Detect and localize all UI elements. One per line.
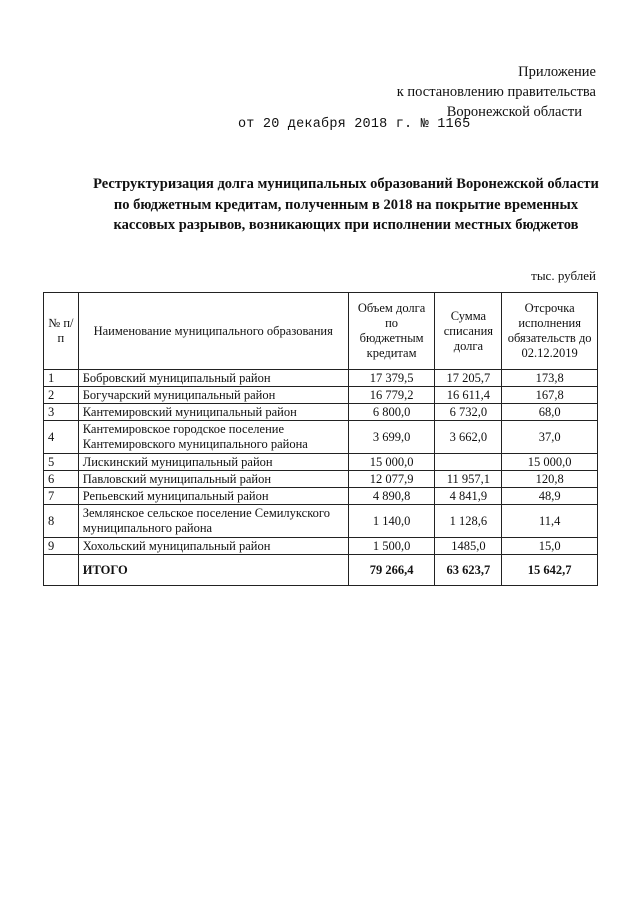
writeoff-value bbox=[435, 454, 502, 471]
row-number: 9 bbox=[44, 538, 79, 555]
table-row bbox=[44, 421, 598, 454]
total-row-number bbox=[44, 555, 79, 586]
writeoff-value: 11 957,1 bbox=[435, 471, 502, 488]
deferral-value: 68,0 bbox=[502, 404, 598, 421]
writeoff-value: 4 841,9 bbox=[435, 488, 502, 505]
debt-value: 1 500,0 bbox=[348, 538, 435, 555]
debt-value: 6 800,0 bbox=[348, 404, 435, 421]
column-header-number: № п/п bbox=[44, 293, 79, 370]
debt-value: 12 077,9 bbox=[348, 471, 435, 488]
table-row bbox=[44, 370, 598, 387]
table-header-row bbox=[44, 293, 598, 370]
debt-value: 3 699,0 bbox=[348, 421, 435, 454]
debt-value: 15 000,0 bbox=[348, 454, 435, 471]
table-row bbox=[44, 538, 598, 555]
deferral-value: 15,0 bbox=[502, 538, 598, 555]
decree-date-number: от 20 декабря 2018 г. № 1165 bbox=[238, 117, 471, 132]
table-row bbox=[44, 488, 598, 505]
row-number: 3 bbox=[44, 404, 79, 421]
writeoff-value: 3 662,0 bbox=[435, 421, 502, 454]
row-number: 4 bbox=[44, 421, 79, 454]
appendix-block bbox=[397, 62, 596, 122]
debt-value: 17 379,5 bbox=[348, 370, 435, 387]
total-debt-value: 79 266,4 bbox=[348, 555, 435, 586]
municipality-name: Репьевский муниципальный район bbox=[78, 488, 348, 505]
writeoff-value: 1485,0 bbox=[435, 538, 502, 555]
debt-value: 4 890,8 bbox=[348, 488, 435, 505]
municipality-name: Кантемировский муниципальный район bbox=[78, 404, 348, 421]
total-writeoff-value: 63 623,7 bbox=[435, 555, 502, 586]
municipality-name: Кантемировское городское поселение Кантемировского муниципального района bbox=[78, 421, 348, 454]
writeoff-value: 1 128,6 bbox=[435, 505, 502, 538]
municipality-name: Хохольский муниципальный район bbox=[78, 538, 348, 555]
row-number: 2 bbox=[44, 387, 79, 404]
deferral-value: 11,4 bbox=[502, 505, 598, 538]
table-row bbox=[44, 387, 598, 404]
row-number: 8 bbox=[44, 505, 79, 538]
debt-value: 1 140,0 bbox=[348, 505, 435, 538]
column-header-writeoff: Сумма списания долга bbox=[435, 293, 502, 370]
table-row bbox=[44, 404, 598, 421]
table-row bbox=[44, 471, 598, 488]
total-deferral-value: 15 642,7 bbox=[502, 555, 598, 586]
deferral-value: 173,8 bbox=[502, 370, 598, 387]
deferral-value: 15 000,0 bbox=[502, 454, 598, 471]
deferral-value: 120,8 bbox=[502, 471, 598, 488]
table-row bbox=[44, 454, 598, 471]
total-label: ИТОГО bbox=[78, 555, 348, 586]
column-header-deferral: Отсрочка исполнения обязательств до 02.12.2019 bbox=[502, 293, 598, 370]
municipality-name: Лискинский муниципальный район bbox=[78, 454, 348, 471]
row-number: 1 bbox=[44, 370, 79, 387]
municipality-name: Богучарский муниципальный район bbox=[78, 387, 348, 404]
municipality-name: Бобровский муниципальный район bbox=[78, 370, 348, 387]
deferral-value: 167,8 bbox=[502, 387, 598, 404]
column-header-debt: Объем долга по бюджетным кредитам bbox=[348, 293, 435, 370]
appendix-reference: к постановлению правительства bbox=[396, 84, 596, 100]
writeoff-value: 17 205,7 bbox=[435, 370, 502, 387]
column-header-name: Наименование муниципального образования bbox=[78, 293, 348, 370]
document-title: Реструктуризация долга муниципальных образований Воронежской области по бюджетным кредитам, полученным в 2018 на покрытие временных кассовых разрывов, возникающих при исполнении местных бюджетов bbox=[93, 176, 599, 233]
row-number: 7 bbox=[44, 488, 79, 505]
total-row bbox=[44, 555, 598, 586]
deferral-value: 37,0 bbox=[502, 421, 598, 454]
debt-value: 16 779,2 bbox=[348, 387, 435, 404]
writeoff-value: 16 611,4 bbox=[435, 387, 502, 404]
municipality-name: Павловский муниципальный район bbox=[78, 471, 348, 488]
row-number: 6 bbox=[44, 471, 79, 488]
units-label: тыс. рублей bbox=[531, 268, 596, 283]
appendix-region: Воронежской области bbox=[446, 104, 582, 120]
municipality-name: Землянское сельское поселение Семилукского муниципального района bbox=[78, 505, 348, 538]
debt-table bbox=[43, 292, 598, 586]
writeoff-value: 6 732,0 bbox=[435, 404, 502, 421]
table-row bbox=[44, 505, 598, 538]
row-number: 5 bbox=[44, 454, 79, 471]
appendix-heading: Приложение bbox=[518, 64, 596, 80]
deferral-value: 48,9 bbox=[502, 488, 598, 505]
